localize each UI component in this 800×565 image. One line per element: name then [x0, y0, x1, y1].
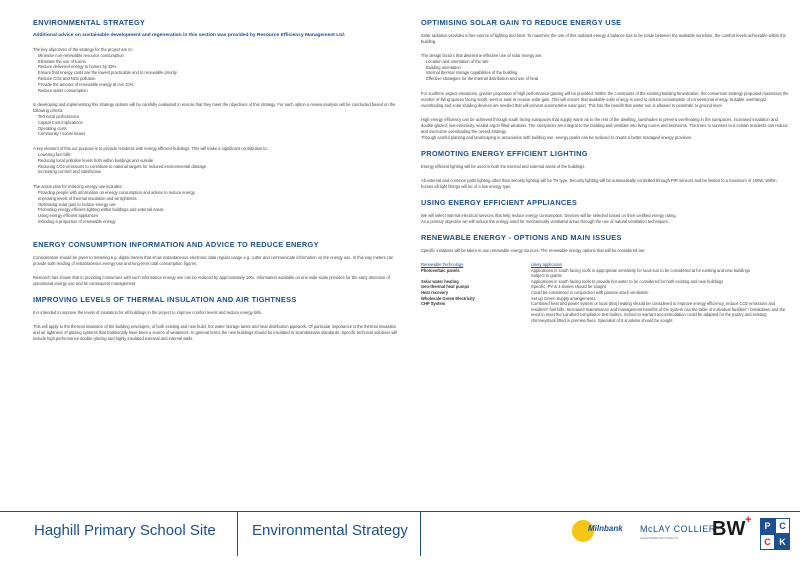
- heading-energy-consumption: ENERGY CONSUMPTION INFORMATION AND ADVICE TO REDUCE ENERGY: [33, 239, 319, 249]
- table-cell: Combined heat and power system or local (Bio) heating should be considered to improve energy efficiency, reduce CO2 emissions and residents' fuel bills. Increased maintenance and management benefits of the system can the table of individual facilities' / breakdown and the need to meet the Landlord compliance test boilers. School to warrant accommodation could be adapted for the pantry and existing chimneystack fitted in premise flues. Specialist of 5 & advise should be sought.: [531, 301, 786, 323]
- paragraph: Research has shown that in providing consumers with such information energy use can be reduced by approximately 10%. Information available on one wide scale provides for the early detection of operational energy use and its consequent management.: [33, 274, 390, 286]
- heading-efficient-lighting: PROMOTING ENERGY EFFICIENT LIGHTING: [421, 148, 588, 158]
- list-item: Reduce water consumption: [38, 87, 88, 93]
- table-header-cell: Renewable Technology: [421, 261, 464, 267]
- criteria-list: [33, 114, 401, 137]
- table-header-cell: Likely application: [531, 261, 563, 267]
- bw-plus-icon: +: [745, 514, 752, 526]
- objectives-intro: The key objectives of the strategy for the project are to:: [33, 47, 133, 52]
- heading-efficient-appliances: USING ENERGY EFFICIENT APPLIANCES: [421, 197, 578, 207]
- mclay-collier-logo: McLAY COLLIER: [640, 524, 716, 534]
- divider: [237, 512, 238, 556]
- table-cell: CHP System: [421, 301, 446, 307]
- list-item: Increasing comfort and satisfaction: [38, 169, 102, 175]
- table-cell: Heat recovery: [421, 289, 449, 295]
- table-cell: Photovoltaic panels: [421, 267, 460, 273]
- paragraph: Solar radiation provides a free source of lighting and heat. To maximise the use of this radiated energy a balance has to be made between the available sunshine, the comfort levels achievable within the building.: [421, 33, 786, 44]
- list-item: Promoting energy efficient lighting within buildings and external areas: [38, 207, 164, 213]
- list-item: Eliminate the use of toxins: [38, 58, 86, 64]
- milnbank-logo-text: Milnbank: [588, 524, 623, 533]
- develop-text: In developing and implementing this strategy options will be carefully evaluated to ensure that they meet the objectives of this strategy. For each option a review analysis will be conducted based on the following criteria:: [33, 102, 396, 114]
- plans-list: [33, 190, 401, 225]
- list-item: Reducing CO2 emissions to contribute to national targets for reduced environmental damage: [38, 163, 207, 169]
- table-cell: Applications in south facing roofs in appropriate sensitivity for local sun to be considered at for existing and new buildings: [531, 267, 750, 273]
- table-cell: Set up Green Supply arrangements: [531, 295, 596, 301]
- paragraph: Through careful planting and landscaping in association with building use, energy peaks can be reduced to create a better managed energy provision.: [421, 134, 693, 140]
- paragraph: This will apply to the thermal insulation of the building envelopes, of both existing and new build, hot water storage tanks and heat distribution pipework. Of particular importance is the thermal insulation and air tightness of glazing systems that traditionally have been a source of weakness. In general terms the new buildings should be insulated to Scandinavian standards. Specific technical solutions will include high performance double glazing and highly insulated external and internal walls.: [33, 323, 398, 341]
- heading-renewable-energy: RENEWABLE ENERGY - OPTIONS AND MAIN ISSUES: [421, 232, 622, 242]
- list-item: Internal thermal storage capabilities of the building: [426, 70, 518, 76]
- list-item: Reduce CO2 and NOx pollution: [38, 75, 96, 81]
- list-item: Lowering fuel bills: [38, 151, 71, 157]
- paragraph: As a primary objective we will reduce the energy used for mechanically ventilated areas through the use of natural ventilation techniques.: [421, 218, 669, 224]
- pcck-logo-letter: K: [775, 534, 790, 550]
- table-cell: Applications in south facing roofs to provide hot water to be considered for both existing and new buildings: [531, 278, 724, 284]
- list-item: Technical performance: [38, 113, 80, 119]
- heading-environmental-strategy: ENVIRONMENTAL STRATEGY: [33, 18, 146, 27]
- milnbank-logo: [568, 516, 638, 552]
- mclay-collier-subtitle: CHARTERED ARCHITECTS: [640, 536, 679, 540]
- list-item: Reduce delivered energy to homes by 25%: [38, 64, 117, 70]
- paragraph: Specific initiatives will be taken to use renewable energy sources. The renewable energy options that will be considered are:: [421, 247, 646, 253]
- plans-intro: The action plan for reducing energy use includes:: [33, 184, 123, 190]
- list-item: Minimise non-renewable resource consumption: [38, 52, 124, 58]
- paragraph: All external and common parts lighting other than security lighting will be TH type. Security lighting will be automatically controlled through PIR sensors and be limited to a maximum of 150W. Within homes all light fittings will be of a low energy type.: [421, 177, 777, 189]
- advice-subtitle: Additional advice on sustainable development and regeneration in this section was provided by Resource Efficiency Management Ltd.: [33, 33, 346, 38]
- list-item: Including a proportion of renewable energy: [38, 218, 116, 224]
- table-cell: Geo-thermal heat pumps: [421, 284, 470, 290]
- list-item: Operating costs: [38, 125, 67, 131]
- pcck-logo-letter: C: [775, 518, 790, 534]
- right-column: [421, 18, 789, 324]
- left-column: [33, 18, 401, 350]
- table-cell: Solar water heating: [421, 278, 459, 284]
- paragraph: For southern aspect elevations, greater proportion of high performance glazing will be provided. Within the constraints of the existing building fenestration, the conversion strategy proposed maximises the number of living spaces facing south, west or east to receive solar gain. This will ensure that available solar energy is used to reduce consumption of conventional energy. Suitable overhangs/ overshading and solar shading devices are needed that will prevent summertime solar gain. This has the benefit that winter sun is allowed to penetrate to ground level.: [421, 90, 789, 108]
- table-cell: Specific, PV & 3 stories should be sought: [531, 284, 606, 290]
- site-title: Haghill Primary School Site: [34, 522, 216, 539]
- list-item: Ensure that energy costs are the lowest practicable and to renewable priority: [38, 70, 177, 76]
- page-footer: [0, 511, 800, 555]
- pcck-logo-letter: C: [760, 534, 775, 550]
- bw-logo: BW: [712, 518, 746, 540]
- list-item: Community / social issues: [38, 131, 86, 137]
- heading-solar-gain: OPTIMISING SOLAR GAIN TO REDUCE ENERGY USE: [421, 18, 622, 27]
- paragraph: Energy efficient lighting will be used in both the internal and external areas of the buildings.: [421, 163, 586, 169]
- list-item: Location and orientation of the site: [426, 58, 489, 64]
- list-item: Optimising solar gain to reduce energy use: [38, 201, 116, 207]
- design-list: [421, 59, 789, 82]
- paragraph: We will select internal electrical services that help reduce energy consumption. Devices will be selected based on their certified energy rating.: [421, 212, 677, 218]
- paragraph: It is intended to improve the levels of insulation for all buildings in the project to improve comfort levels and reduce energy bills.: [33, 309, 263, 315]
- renewable-table: [421, 262, 789, 324]
- pcck-logo: [760, 518, 790, 550]
- list-item: Building orientation: [426, 64, 461, 70]
- design-intro: The design factors that determine effective use of solar energy are:: [421, 53, 543, 58]
- benefits-intro: A key element of this our purpose is to provide residents with energy efficient buildings. This will make a significant contribution to:: [33, 146, 268, 152]
- table-cell: Subject to grants: [531, 273, 562, 279]
- paragraph: High energy efficiency can be achieved through south facing sunspaces that supply warm air to the rest of the dwelling, sunshades to prevent overheating in the sunspaces, increased insulation and double-glazed, low-emissivity, sealed argon filled windows. The sunspaces are integral to the building and ventilate into living rooms and bedrooms. The trees to sunrises to a certain residents can reduce and overcome overshading the overall strategy.: [421, 116, 788, 134]
- paragraph: Consideration should be given to metering e.g. digital meters that show instantaneous electronic data regular usage e.g. cutter and communicate information on the energy use. In this way meters can provide both reading of instantaneous energy use and long-term total consumption figures.: [33, 254, 394, 266]
- list-item: Reducing local pollution levels both within buildings and outside: [38, 157, 154, 163]
- list-item: Improving levels of thermal insulation and air tightness: [38, 195, 137, 201]
- list-item: Providing people with information on energy consumption and advice to reduce energy: [38, 189, 195, 195]
- divider: [420, 512, 421, 556]
- table-cell: Wholesale Green Electricity: [421, 295, 475, 301]
- table-cell: Could be considered in conjunction with passive stack ventilation: [531, 289, 649, 295]
- list-item: Provide the amount of renewable energy at min 10%: [38, 81, 134, 87]
- table-row: [421, 301, 789, 323]
- list-item: Effective strategies for the internal distribution and use of heat: [426, 76, 539, 82]
- heading-thermal-insulation: IMPROVING LEVELS OF THERMAL INSULATION AND AIR TIGHTNESS: [33, 294, 297, 304]
- list-item: Using energy efficient appliances: [38, 213, 99, 219]
- benefits-list: [33, 152, 401, 175]
- objectives-list: [33, 53, 401, 94]
- list-item: Capital Cost implications: [38, 119, 83, 125]
- pcck-logo-letter: P: [760, 518, 775, 534]
- section-title: Environmental Strategy: [252, 522, 408, 539]
